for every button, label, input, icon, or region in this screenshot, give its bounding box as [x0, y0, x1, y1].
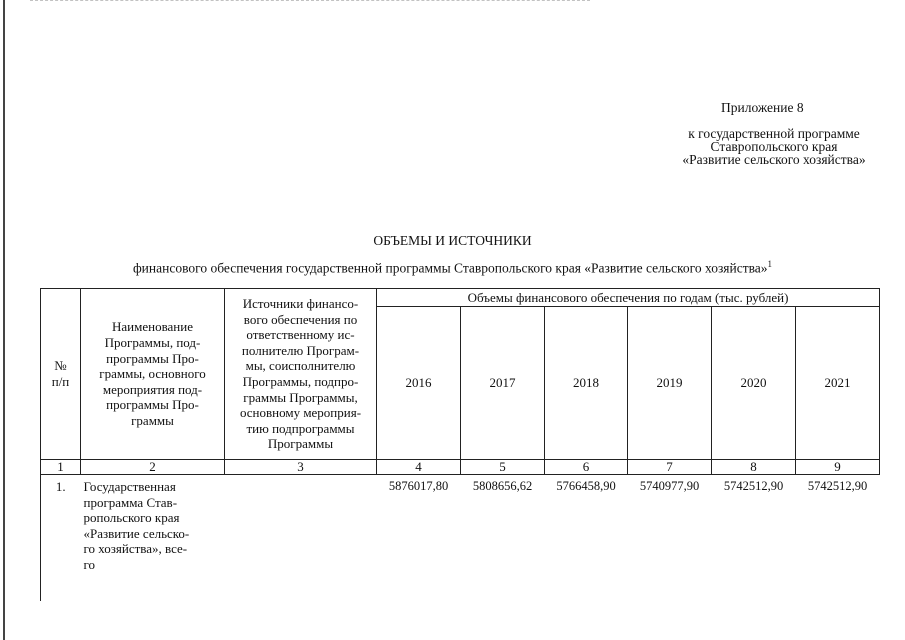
- column-number: 8: [712, 460, 796, 475]
- row-value-2021: 5742512,90: [807, 479, 868, 493]
- column-number: 3: [225, 460, 377, 475]
- header-text: №: [54, 358, 67, 374]
- header-text: Программы, подпро-: [242, 374, 359, 389]
- header-name: [81, 289, 225, 460]
- row-name-line: ропольского края: [83, 510, 180, 526]
- header-year: 2018: [545, 307, 628, 460]
- column-number: 1: [41, 460, 81, 475]
- row-name-line: Государственная: [83, 479, 176, 494]
- financing-table: [40, 288, 880, 601]
- header-volumes-group: Объемы финансового обеспечения по годам (тыс. рублей): [377, 289, 880, 307]
- header-year: 2016: [377, 307, 461, 460]
- header-year: 2021: [796, 307, 880, 460]
- row-name: [81, 475, 225, 602]
- header-year: 2019: [628, 307, 712, 460]
- row-name-line: программа Став-: [83, 494, 178, 510]
- row-source: [225, 475, 377, 602]
- row-value-2017: 5808656,62: [472, 479, 533, 493]
- column-number: 9: [796, 460, 880, 475]
- header-text: мероприятия под-: [102, 381, 203, 397]
- scan-left-edge: [3, 0, 5, 640]
- document-subtitle: [0, 259, 905, 277]
- footnote-mark: 1: [767, 259, 773, 269]
- header-text: программы Про-: [106, 350, 199, 366]
- row-name-line: го: [83, 556, 96, 572]
- header-text: Программы: [267, 436, 334, 452]
- appendix-line: к государственной программе: [688, 126, 860, 141]
- header-text: вого обеспечения по: [243, 311, 358, 327]
- row-value-2016: 5876017,80: [388, 479, 449, 493]
- appendix-line: Ставропольского края: [710, 139, 838, 154]
- appendix-reference: [660, 127, 888, 166]
- appendix-line: «Развитие сельского хозяйства»: [682, 152, 866, 167]
- column-number: 4: [377, 460, 461, 475]
- column-number: 5: [461, 460, 545, 475]
- header-text: программы Про-: [106, 397, 199, 413]
- row-name-line: «Развитие сельско-: [83, 525, 190, 541]
- row-value-2019: 5740977,90: [639, 479, 700, 493]
- header-year: 2020: [712, 307, 796, 460]
- header-text: ответственному ис-: [246, 327, 355, 343]
- row-name-line: го хозяйства», все-: [83, 541, 188, 557]
- header-text: граммы, основного: [99, 366, 206, 382]
- header-text: Источники финансо-: [242, 296, 359, 312]
- header-text: Программы, под-: [104, 335, 201, 351]
- header-text: мы, соисполнителю: [245, 358, 356, 374]
- header-text: граммы: [131, 412, 174, 428]
- subtitle-text: финансового обеспечения государственной программы Ставропольского края «Развитие сельского хозяйства»: [132, 260, 768, 276]
- header-text: Наименование: [112, 319, 193, 335]
- header-year: 2017: [461, 307, 545, 460]
- row-number: 1.: [41, 475, 81, 602]
- column-number: 2: [81, 460, 225, 475]
- row-value-2020: 5742512,90: [723, 479, 784, 493]
- header-text: граммы Программы,: [243, 389, 358, 405]
- header-text: тию подпрограммы: [246, 420, 355, 436]
- document-title: ОБЪЕМЫ И ИСТОЧНИКИ: [373, 233, 532, 248]
- scan-top-artifact: [30, 0, 590, 3]
- header-text: основному мероприя-: [239, 405, 362, 421]
- header-sources: [225, 289, 377, 460]
- column-number: 6: [545, 460, 628, 475]
- appendix-label: Приложение 8: [721, 100, 804, 115]
- row-value-2018: 5766458,90: [556, 479, 616, 493]
- header-text: п/п: [51, 374, 70, 389]
- table-row: [41, 475, 880, 602]
- header-text: полнителю Програм-: [241, 342, 360, 358]
- header-number: [41, 289, 81, 460]
- column-number: 7: [628, 460, 712, 475]
